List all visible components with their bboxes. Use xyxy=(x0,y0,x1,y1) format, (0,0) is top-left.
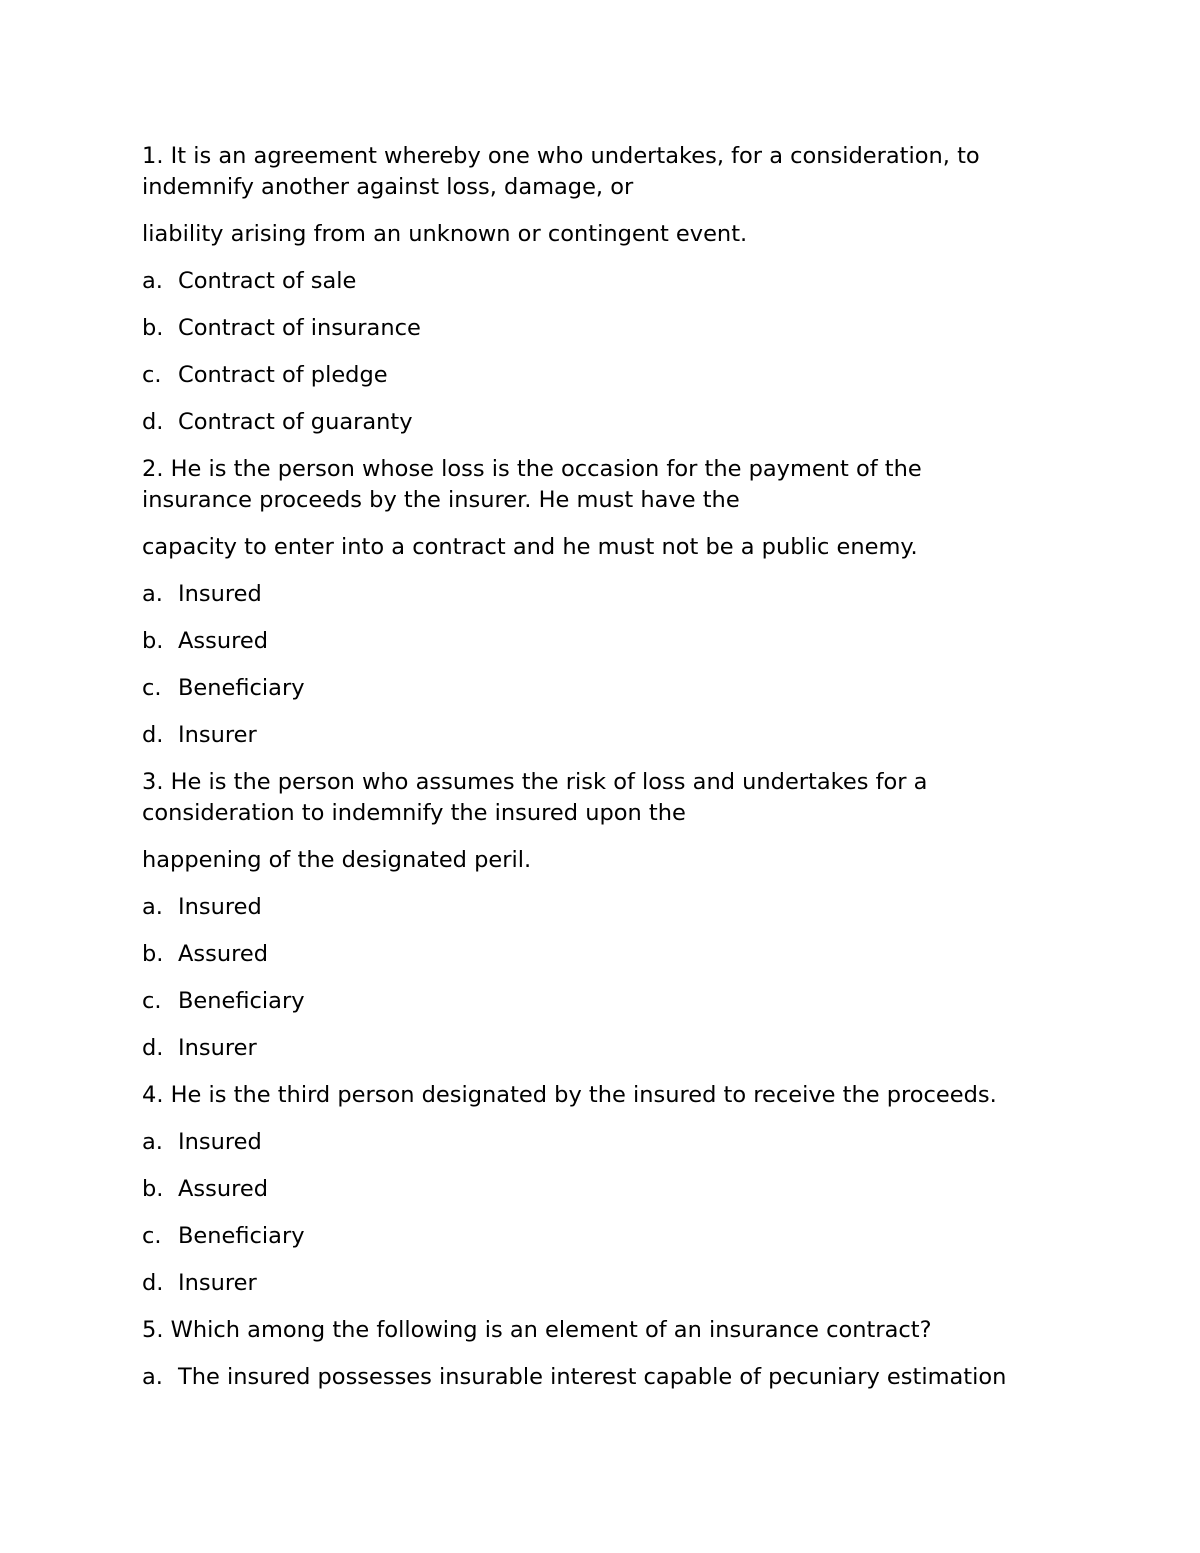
question-1-stem-line-2: indemnify another against loss, damage, or xyxy=(142,174,634,200)
question-3-option-a xyxy=(142,892,1062,923)
question-4-option-b xyxy=(142,1174,1062,1205)
question-4-option-d xyxy=(142,1268,1062,1299)
option-text: Contract of pledge xyxy=(178,362,388,388)
question-4-option-c xyxy=(142,1221,1062,1252)
option-letter: a. xyxy=(142,894,163,920)
option-letter: a. xyxy=(142,1129,163,1155)
question-5-option-a xyxy=(142,1362,1062,1393)
option-letter: a. xyxy=(142,1364,163,1390)
option-letter: d. xyxy=(142,722,164,748)
question-2 xyxy=(142,454,1062,516)
option-text: Assured xyxy=(178,941,268,967)
question-5 xyxy=(142,1315,1062,1346)
option-text: Beneficiary xyxy=(178,1223,305,1249)
question-1-option-b xyxy=(142,313,1062,344)
option-letter: b. xyxy=(142,315,164,341)
option-text: Beneficiary xyxy=(178,675,305,701)
question-2-option-c xyxy=(142,673,1062,704)
option-text: Assured xyxy=(178,1176,268,1202)
question-4 xyxy=(142,1080,1062,1111)
option-letter: a. xyxy=(142,581,163,607)
option-text: Contract of sale xyxy=(178,268,357,294)
option-letter: d. xyxy=(142,1035,164,1061)
question-2-option-b xyxy=(142,626,1062,657)
question-2-continuation: capacity to enter into a contract and he must not be a public enemy. xyxy=(142,534,918,560)
option-text: Contract of guaranty xyxy=(178,409,413,435)
option-letter: b. xyxy=(142,628,164,654)
option-text: Contract of insurance xyxy=(178,315,421,341)
option-text: Insurer xyxy=(178,1270,257,1296)
question-4-stem-line-1: 4. He is the third person designated by the insured to receive the proceeds. xyxy=(142,1082,997,1108)
document-body xyxy=(142,141,1062,1409)
question-3-continuation: happening of the designated peril. xyxy=(142,847,532,873)
option-letter: c. xyxy=(142,362,162,388)
question-5-stem-line-1: 5. Which among the following is an element of an insurance contract? xyxy=(142,1317,932,1343)
question-4-option-a xyxy=(142,1127,1062,1158)
option-letter: d. xyxy=(142,409,164,435)
question-2-stem-line-1: 2. He is the person whose loss is the occasion for the payment of the xyxy=(142,456,922,482)
question-1-option-d xyxy=(142,407,1062,438)
question-3-stem-line-2: consideration to indemnify the insured upon the xyxy=(142,800,686,826)
question-2-stem-line-2: insurance proceeds by the insurer. He must have the xyxy=(142,487,740,513)
option-letter: c. xyxy=(142,675,162,701)
question-1-option-a xyxy=(142,266,1062,297)
question-3 xyxy=(142,767,1062,829)
option-text: Beneficiary xyxy=(178,988,305,1014)
option-letter: c. xyxy=(142,988,162,1014)
option-letter: c. xyxy=(142,1223,162,1249)
question-3-option-c xyxy=(142,986,1062,1017)
question-2-option-a xyxy=(142,579,1062,610)
option-letter: b. xyxy=(142,941,164,967)
option-text: Insurer xyxy=(178,722,257,748)
option-text: Assured xyxy=(178,628,268,654)
option-text: Insured xyxy=(178,1129,262,1155)
question-1 xyxy=(142,141,1062,203)
option-text: The insured possesses insurable interest capable of pecuniary estimation xyxy=(178,1364,1007,1390)
option-letter: a. xyxy=(142,268,163,294)
question-1-continuation: liability arising from an unknown or contingent event. xyxy=(142,221,748,247)
question-2-option-d xyxy=(142,720,1062,751)
option-text: Insurer xyxy=(178,1035,257,1061)
option-letter: d. xyxy=(142,1270,164,1296)
question-1-stem-line-1: 1. It is an agreement whereby one who undertakes, for a consideration, to xyxy=(142,143,980,169)
question-3-option-b xyxy=(142,939,1062,970)
option-text: Insured xyxy=(178,894,262,920)
question-3-stem-line-1: 3. He is the person who assumes the risk of loss and undertakes for a xyxy=(142,769,928,795)
option-text: Insured xyxy=(178,581,262,607)
option-letter: b. xyxy=(142,1176,164,1202)
question-3-option-d xyxy=(142,1033,1062,1064)
question-1-option-c xyxy=(142,360,1062,391)
